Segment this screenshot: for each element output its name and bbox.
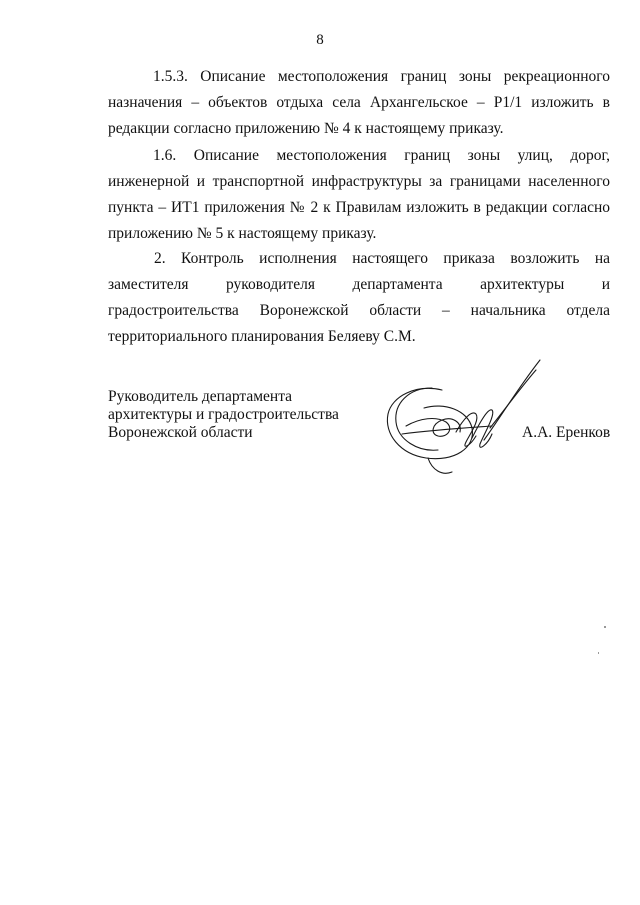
paragraph-1-6: 1.6. Описание местоположения границ зоны улиц, дорог, инженерной и транспортной инфраструктуры за границами населенного пункта – ИТ1 приложения № 2 к Правилам изложить в редакции согласно приложению № 5 к настоящему приказу.: [108, 147, 610, 242]
signer-title-line-1: Руководитель департамента: [108, 388, 293, 405]
paragraph-2-block: [108, 143, 610, 247]
paragraph-2-control: 2. Контроль исполнения настоящего приказа возложить на заместителя руководителя департамента архитектуры и градостроительства Воронежской области – начальника отдела территориального планирования Беляеву С.М.: [108, 250, 610, 345]
paragraph-1-5-3: 1.5.3. Описание местоположения границ зоны рекреационного назначения – объектов отдыха села Архангельское – Р1/1 изложить в редакции согласно приложению № 4 к настоящему приказу.: [108, 68, 610, 137]
scan-speck: [604, 626, 606, 628]
signer-title-line-3: Воронежской области: [108, 424, 253, 441]
scan-speck: [598, 652, 599, 654]
page-number: 8: [316, 32, 324, 48]
signer-name: А.А. Еренков: [522, 424, 611, 441]
paragraph-3-block: [108, 246, 610, 350]
signer-title-line-2: архитектуры и градостроительства: [108, 406, 339, 423]
handwritten-signature-icon: [372, 348, 552, 480]
paragraph-1-block: [108, 64, 610, 142]
signer-title: [108, 388, 339, 442]
